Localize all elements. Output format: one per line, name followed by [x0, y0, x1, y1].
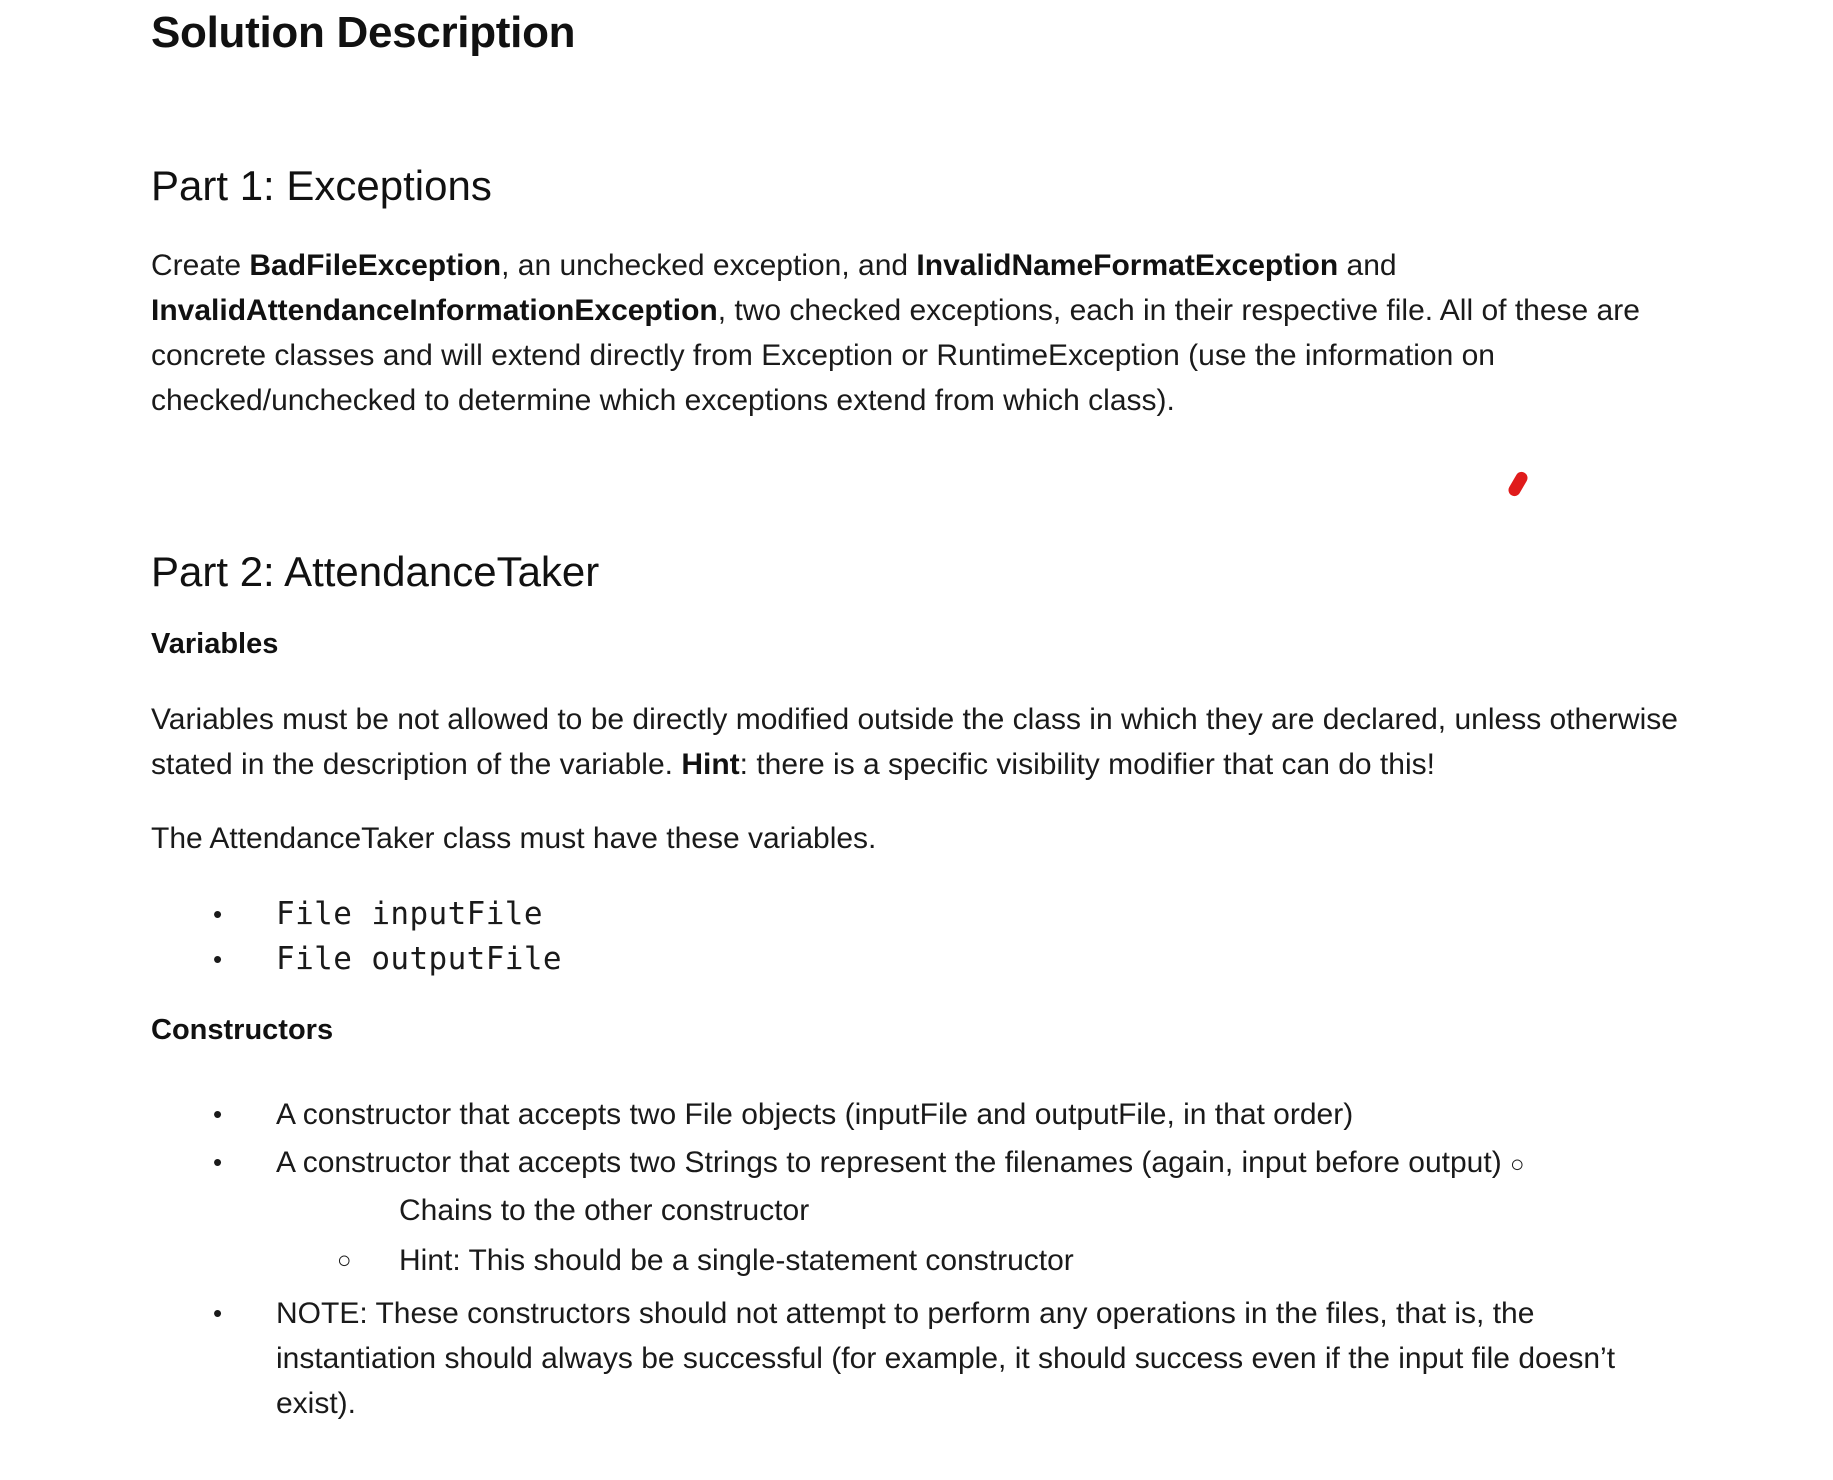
constructor-note: NOTE: These constructors should not attempt to perform any operations in the files, that is, the instantiation should always be successful (for example, it should success even if the input file doesn’t exist).: [276, 1297, 1616, 1420]
part1-heading: Part 1: Exceptions: [151, 162, 492, 209]
variable-output-file: File outputFile: [276, 941, 562, 977]
part1-text-1: Create: [151, 249, 250, 282]
variables-paragraph: [151, 697, 1691, 787]
page-title: Solution Description: [151, 8, 576, 57]
constructors-heading: Constructors: [151, 1014, 334, 1046]
part2-heading: Part 2: AttendanceTaker: [151, 548, 600, 595]
invalid-attendance-information-exception-term: InvalidAttendanceInformationException: [151, 294, 718, 327]
bullet-icon: •: [213, 1147, 223, 1177]
list-item: [151, 1140, 1696, 1187]
constructor-file-objects: A constructor that accepts two File objects (inputFile and outputFile, in that order): [276, 1098, 1354, 1131]
bullet-icon: •: [213, 899, 223, 929]
list-item: [151, 1092, 1696, 1137]
constructor-strings: A constructor that accepts two Strings to represent the filenames (again, input before output): [276, 1146, 1502, 1179]
hint-label: Hint: [681, 748, 740, 781]
red-pen-mark: [1506, 470, 1529, 499]
hint-text: : there is a specific visibility modifier that can do this!: [739, 748, 1435, 781]
constructors-list: [151, 1092, 1696, 1426]
variables-intro: The AttendanceTaker class must have these variables.: [151, 822, 877, 855]
bad-file-exception-term: BadFileException: [249, 249, 502, 282]
bullet-icon: •: [213, 944, 223, 974]
chains-note: Chains to the other constructor: [399, 1194, 810, 1227]
circle-bullet-icon: ○: [1510, 1151, 1525, 1178]
list-item: [151, 937, 1696, 982]
list-item: [151, 892, 1696, 937]
part1-text-2: , an unchecked exception, and: [501, 249, 917, 282]
variable-input-file: File inputFile: [276, 896, 543, 932]
variables-list: [151, 892, 1696, 982]
part1-text-3: and: [1338, 249, 1397, 282]
bullet-icon: •: [213, 1099, 223, 1129]
variables-heading: Variables: [151, 628, 279, 660]
single-statement-hint: Hint: This should be a single-statement constructor: [399, 1244, 1074, 1277]
part1-text-4: , two checked exceptions, each in their respective file. All of these are concrete classes and will extend directly from Exception or RuntimeException (use the information on checked/unchecked to determine which exceptions extend from which class).: [151, 294, 1640, 417]
invalid-name-format-exception-term: InvalidNameFormatException: [916, 249, 1339, 282]
list-item: [151, 1291, 1696, 1426]
bullet-icon: •: [213, 1298, 223, 1328]
part1-paragraph: [151, 243, 1691, 423]
sub-list-item: [151, 1237, 1696, 1285]
circle-bullet-icon: ○: [337, 1247, 352, 1274]
variables-text: Variables must be not allowed to be directly modified outside the class in which they are declared, unless otherwise stated in the description of the variable.: [151, 703, 1678, 781]
sub-list-item: [151, 1187, 1696, 1235]
